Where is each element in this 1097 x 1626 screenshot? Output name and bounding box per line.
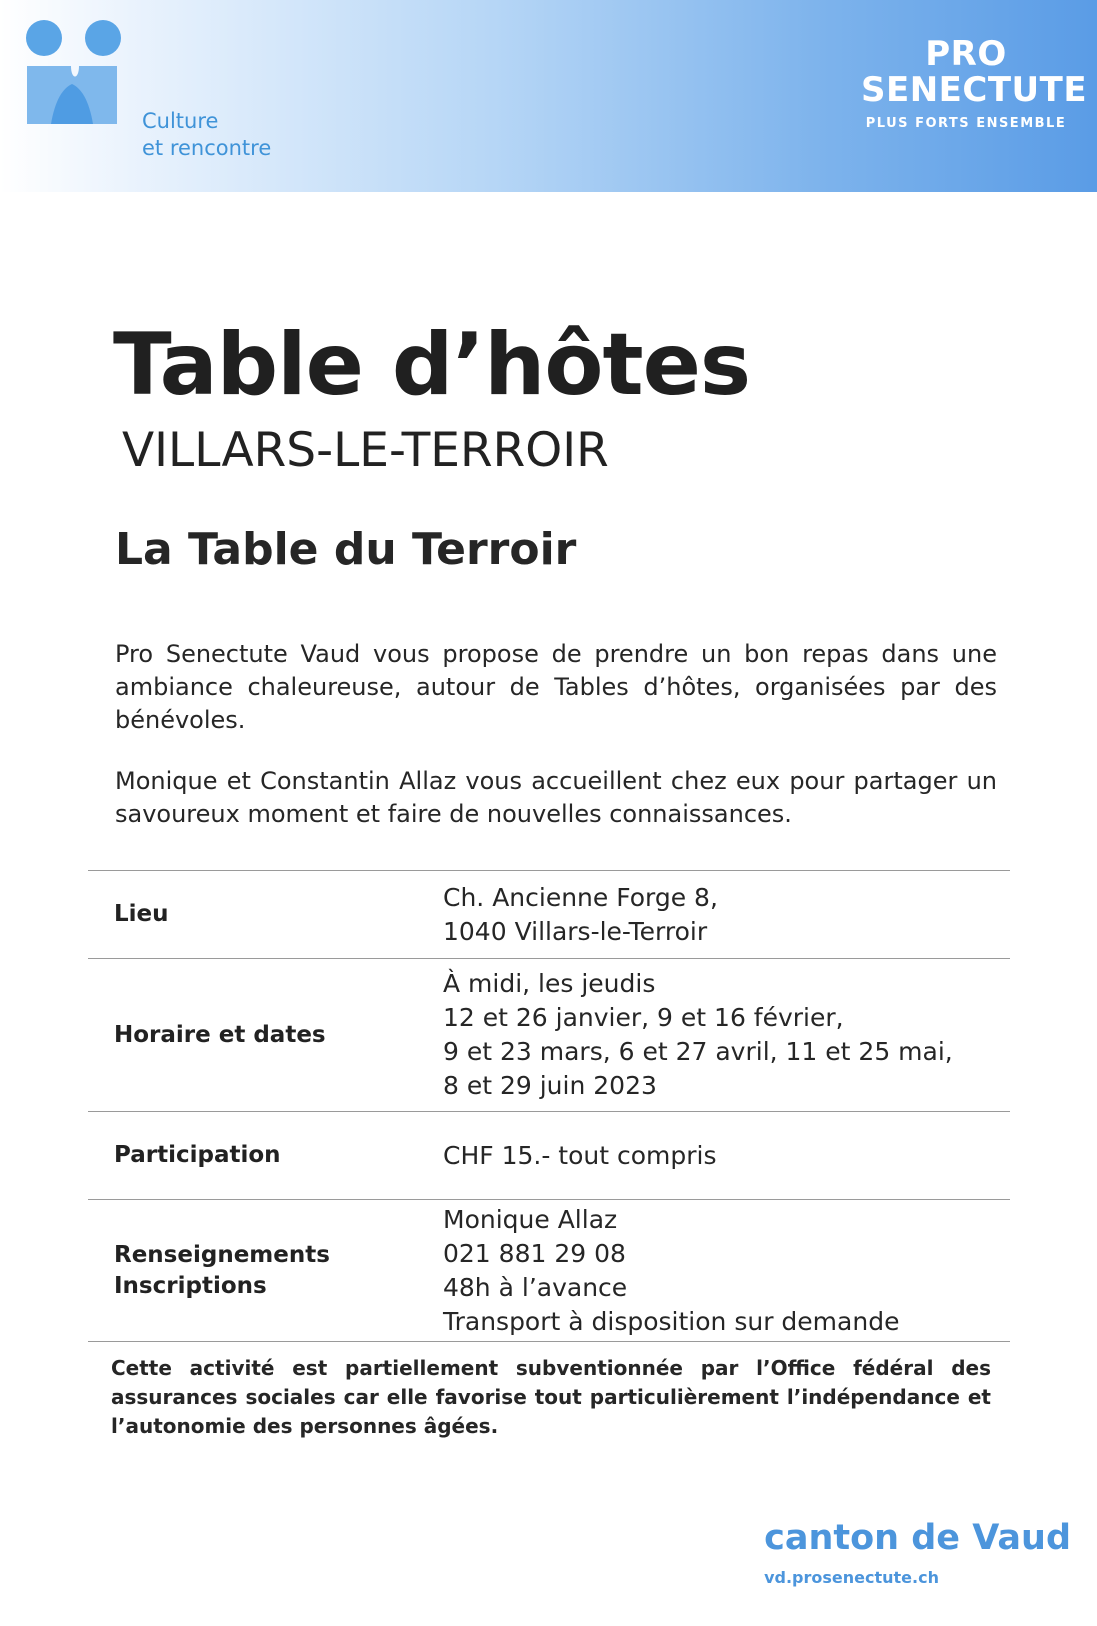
transport-notice: Transport à disposition sur demande bbox=[443, 1306, 900, 1336]
contact-name: Monique Allaz bbox=[443, 1204, 618, 1234]
contact-phone: 021 881 29 08 bbox=[443, 1238, 626, 1268]
contact-notice: 48h à l’avance bbox=[443, 1272, 628, 1302]
brand-tagline: PLUS FORTS ENSEMBLE bbox=[865, 116, 1067, 131]
header-banner bbox=[0, 0, 1097, 192]
address-line1: Ch. Ancienne Forge 8, bbox=[443, 882, 718, 912]
info-value bbox=[443, 967, 1010, 1103]
brand-line2: SENECTUTE bbox=[861, 70, 1088, 110]
info-row-participation bbox=[88, 1112, 1010, 1200]
schedule-line4: 8 et 29 juin 2023 bbox=[443, 1071, 657, 1100]
logo-caption-line1: Culture bbox=[142, 109, 219, 133]
info-label bbox=[88, 1240, 443, 1302]
info-value bbox=[443, 1203, 1010, 1339]
info-value bbox=[443, 881, 1010, 949]
pro-senectute-logo bbox=[861, 34, 1088, 131]
culture-rencontre-logo bbox=[25, 18, 125, 128]
info-row-horaire bbox=[88, 959, 1010, 1112]
intro-paragraph-2: Monique et Constantin Allaz vous accueillent chez eux pour partager un savoureux moment et faire de nouvelles connaissances. bbox=[115, 767, 997, 828]
logo-caption-line2: et rencontre bbox=[142, 136, 272, 160]
info-row-renseignements bbox=[88, 1200, 1010, 1342]
price: CHF 15.- tout compris bbox=[443, 1140, 717, 1170]
section-title: La Table du Terroir bbox=[115, 524, 577, 575]
subsidy-note: Cette activité est partiellement subventionnée par l’Office fédéral des assurances sociales car elle favorise tout particulièrement l’indépendance et l’autonomie des personnes âgées. bbox=[111, 1356, 991, 1438]
schedule-line3: 9 et 23 mars, 6 et 27 avril, 11 et 25 mai, bbox=[443, 1037, 953, 1066]
schedule-line2: 12 et 26 janvier, 9 et 16 février, bbox=[443, 1003, 844, 1032]
website-link[interactable]: vd.prosenectute.ch bbox=[764, 1568, 939, 1587]
page-subtitle: VILLARS-LE-TERROIR bbox=[122, 423, 609, 478]
canton-label: canton de Vaud bbox=[764, 1518, 1071, 1558]
logo-caption bbox=[142, 108, 271, 162]
schedule-line1: À midi, les jeudis bbox=[443, 969, 656, 998]
intro-text bbox=[115, 638, 997, 831]
info-label: Lieu bbox=[114, 901, 169, 927]
info-label-line2: Inscriptions bbox=[114, 1272, 267, 1299]
info-label: Horaire et dates bbox=[114, 1021, 326, 1048]
info-label: Participation bbox=[114, 1142, 281, 1168]
intro-paragraph-1: Pro Senectute Vaud vous propose de prendre un bon repas dans une ambiance chaleureuse, autour de Tables d’hôtes, organisées par des bénévoles. bbox=[115, 640, 997, 734]
brand-line1: PRO bbox=[925, 34, 1007, 74]
page-title: Table d’hôtes bbox=[113, 315, 751, 415]
info-value bbox=[443, 1139, 1010, 1173]
info-row-lieu bbox=[88, 871, 1010, 959]
info-label-line1: Renseignements bbox=[114, 1241, 330, 1268]
footer bbox=[764, 1518, 1071, 1587]
info-table bbox=[88, 870, 1010, 1342]
address-line2: 1040 Villars-le-Terroir bbox=[443, 916, 708, 946]
